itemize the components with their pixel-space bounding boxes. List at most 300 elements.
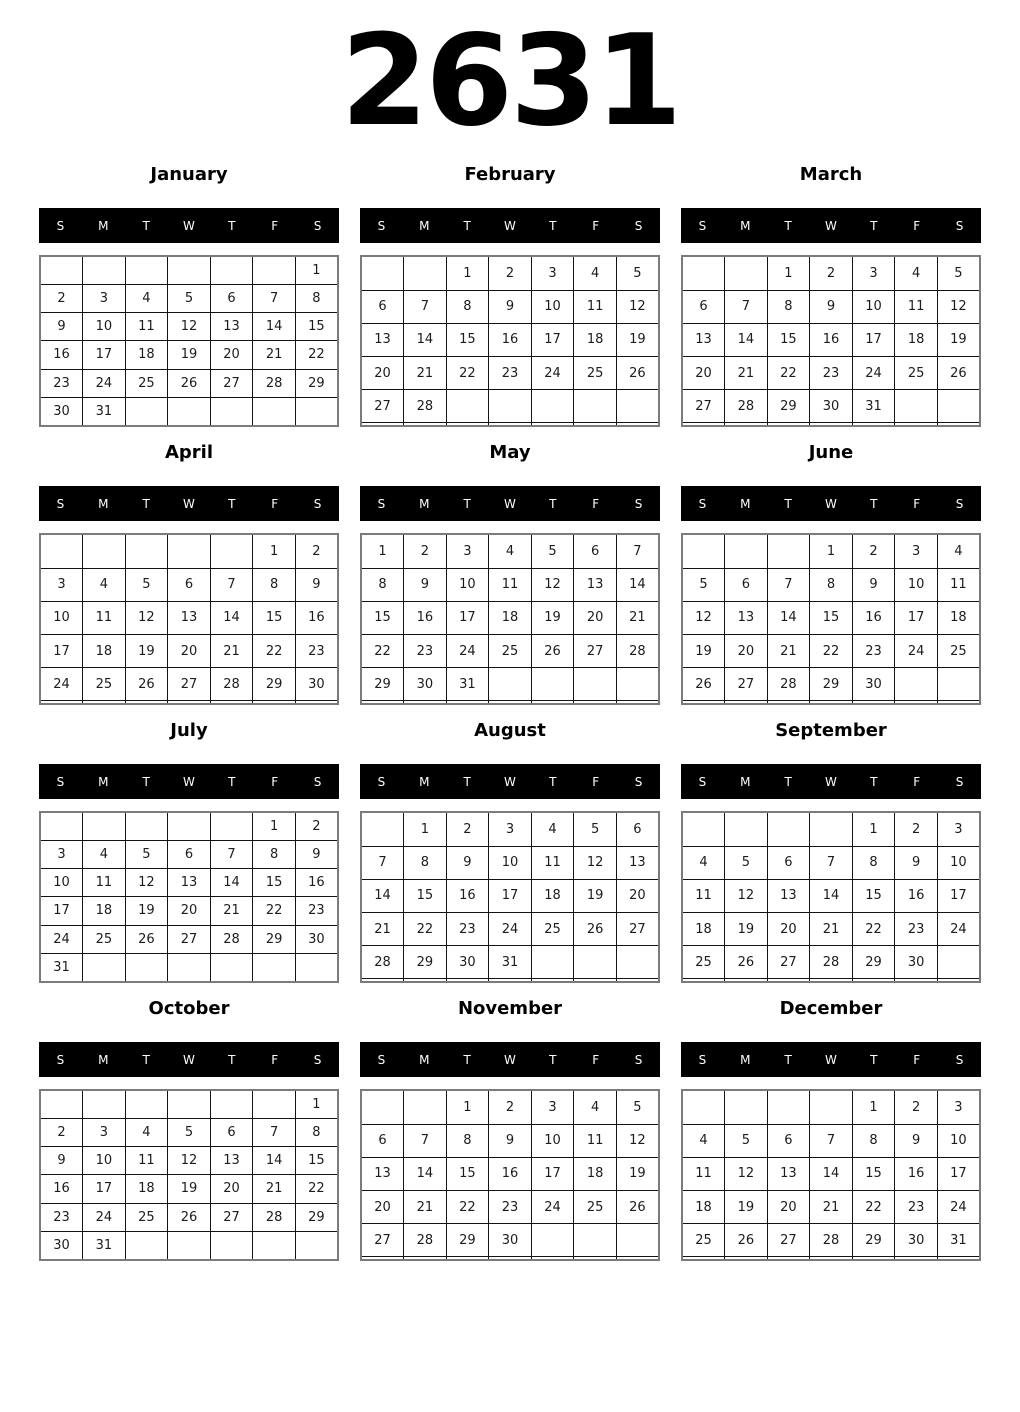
weekday-header [681, 486, 981, 521]
empty-day-cell [574, 1224, 617, 1257]
week-row [40, 285, 338, 313]
weekday-label: W [183, 774, 195, 789]
day-cell: 13 [574, 568, 617, 601]
day-cell: 5 [168, 285, 211, 313]
day-cell: 15 [361, 601, 404, 634]
empty-day-cell [895, 668, 938, 701]
day-cell: 30 [895, 946, 938, 979]
day-cell: 21 [767, 635, 810, 668]
empty-day-cell [937, 701, 980, 704]
day-cell: 23 [489, 1191, 532, 1224]
weekday-label: W [504, 218, 516, 233]
empty-day-cell [253, 397, 296, 426]
month-title: January [150, 164, 228, 185]
day-cell: 5 [682, 568, 725, 601]
day-cell: 9 [446, 846, 489, 879]
day-cell: 22 [253, 635, 296, 668]
week-row [361, 879, 659, 912]
empty-day-cell [531, 390, 574, 423]
day-cell: 30 [810, 390, 853, 423]
day-cell: 20 [616, 879, 659, 912]
day-cell: 9 [895, 1124, 938, 1157]
empty-day-cell [83, 256, 126, 285]
weekday-label: S [698, 774, 707, 789]
day-cell: 23 [895, 1191, 938, 1224]
empty-day-cell [210, 953, 253, 982]
day-cell: 22 [852, 913, 895, 946]
empty-day-cell [168, 397, 211, 426]
day-cell: 29 [767, 390, 810, 423]
weekday-label: F [913, 496, 921, 511]
weekday-header [39, 1042, 339, 1077]
day-cell: 17 [937, 879, 980, 912]
day-cell: 7 [810, 846, 853, 879]
day-cell: 14 [404, 323, 447, 356]
day-cell: 12 [125, 869, 168, 897]
day-cell: 25 [682, 946, 725, 979]
day-cell: 14 [810, 1157, 853, 1190]
empty-day-cell [210, 1231, 253, 1260]
day-cell: 14 [725, 323, 768, 356]
day-cell: 28 [404, 1224, 447, 1257]
day-cell: 9 [295, 568, 338, 601]
empty-day-cell [210, 397, 253, 426]
day-cell: 19 [125, 635, 168, 668]
week-row [682, 1157, 980, 1190]
week-row [40, 668, 338, 701]
weekday-label: M [419, 496, 430, 511]
empty-day-cell [125, 701, 168, 704]
day-cell: 2 [295, 812, 338, 841]
empty-day-cell [725, 812, 768, 846]
day-cell: 8 [852, 846, 895, 879]
day-cell: 16 [295, 601, 338, 634]
day-cell: 3 [83, 1119, 126, 1147]
day-cell: 6 [725, 568, 768, 601]
day-cell: 28 [616, 635, 659, 668]
day-cell: 29 [361, 668, 404, 701]
day-cell: 19 [125, 897, 168, 925]
day-cell: 12 [682, 601, 725, 634]
empty-day-cell [725, 534, 768, 568]
day-cell: 28 [210, 925, 253, 953]
day-cell: 26 [682, 668, 725, 701]
week-row [40, 812, 338, 841]
day-cell: 30 [852, 668, 895, 701]
week-row [40, 397, 338, 426]
empty-day-cell [361, 423, 404, 426]
empty-day-cell [810, 979, 853, 982]
month-days-table [681, 1089, 981, 1261]
day-cell: 24 [937, 913, 980, 946]
day-cell: 22 [295, 1175, 338, 1203]
day-cell: 15 [295, 313, 338, 341]
weekday-label: F [271, 1052, 279, 1067]
week-row [682, 1257, 980, 1260]
day-cell: 10 [531, 1124, 574, 1157]
month-days-table [681, 811, 981, 983]
weekday-label: S [634, 774, 643, 789]
weekday-label: T [228, 218, 236, 233]
empty-day-cell [168, 701, 211, 704]
day-cell: 17 [895, 601, 938, 634]
day-cell: 26 [168, 1203, 211, 1231]
day-cell: 7 [253, 1119, 296, 1147]
day-cell: 16 [810, 323, 853, 356]
empty-day-cell [682, 979, 725, 982]
day-cell: 14 [616, 568, 659, 601]
empty-day-cell [725, 256, 768, 290]
day-cell: 27 [210, 1203, 253, 1231]
day-cell: 17 [531, 323, 574, 356]
empty-day-cell [895, 390, 938, 423]
day-cell: 14 [361, 879, 404, 912]
day-cell: 22 [404, 913, 447, 946]
week-row [361, 1157, 659, 1190]
day-cell: 26 [125, 668, 168, 701]
empty-day-cell [725, 1257, 768, 1260]
weekday-label: S [377, 218, 386, 233]
day-cell: 15 [852, 879, 895, 912]
month-days-table [360, 533, 660, 705]
day-cell: 5 [531, 534, 574, 568]
day-cell: 7 [210, 841, 253, 869]
day-cell: 18 [937, 601, 980, 634]
day-cell: 15 [852, 1157, 895, 1190]
weekday-header [39, 208, 339, 243]
week-row [361, 423, 659, 426]
weekday-label: M [740, 218, 751, 233]
week-row [682, 290, 980, 323]
weekday-label: T [870, 1052, 878, 1067]
day-cell: 28 [810, 946, 853, 979]
day-cell: 4 [574, 256, 617, 290]
day-cell: 26 [616, 1191, 659, 1224]
day-cell: 8 [852, 1124, 895, 1157]
month-days-table [360, 811, 660, 983]
weekday-label: S [955, 774, 964, 789]
day-cell: 2 [895, 1090, 938, 1124]
day-cell: 23 [295, 897, 338, 925]
day-cell: 12 [616, 290, 659, 323]
weekday-label: T [549, 1052, 557, 1067]
empty-day-cell [40, 701, 83, 704]
empty-day-cell [574, 423, 617, 426]
day-cell: 12 [725, 1157, 768, 1190]
day-cell: 14 [810, 879, 853, 912]
empty-day-cell [253, 953, 296, 982]
day-cell: 25 [574, 357, 617, 390]
empty-day-cell [937, 1257, 980, 1260]
day-cell: 11 [574, 1124, 617, 1157]
weekday-label: S [634, 218, 643, 233]
weekday-label: T [142, 1052, 150, 1067]
empty-day-cell [253, 1090, 296, 1119]
weekday-label: T [142, 774, 150, 789]
empty-day-cell [937, 668, 980, 701]
day-cell: 24 [446, 635, 489, 668]
day-cell: 13 [725, 601, 768, 634]
day-cell: 8 [295, 285, 338, 313]
day-cell: 24 [852, 357, 895, 390]
week-row [361, 534, 659, 568]
day-cell: 21 [253, 1175, 296, 1203]
day-cell: 11 [83, 869, 126, 897]
weekday-label: T [784, 774, 792, 789]
day-cell: 19 [725, 913, 768, 946]
day-cell: 22 [852, 1191, 895, 1224]
day-cell: 5 [616, 1090, 659, 1124]
day-cell: 7 [253, 285, 296, 313]
empty-day-cell [361, 1090, 404, 1124]
day-cell: 26 [531, 635, 574, 668]
month-title: April [164, 442, 214, 463]
day-cell: 18 [531, 879, 574, 912]
month-title: February [464, 164, 556, 185]
month-days-table [681, 533, 981, 705]
week-row [361, 390, 659, 423]
weekday-label: S [698, 1052, 707, 1067]
day-cell: 9 [810, 290, 853, 323]
day-cell: 4 [83, 568, 126, 601]
month-days-table [681, 255, 981, 427]
day-cell: 4 [682, 1124, 725, 1157]
empty-day-cell [125, 953, 168, 982]
day-cell: 21 [210, 897, 253, 925]
day-cell: 19 [168, 1175, 211, 1203]
day-cell: 25 [682, 1224, 725, 1257]
day-cell: 11 [489, 568, 532, 601]
weekday-label: F [271, 774, 279, 789]
day-cell: 20 [210, 341, 253, 369]
weekday-label: W [183, 1052, 195, 1067]
weekday-label: T [463, 774, 471, 789]
day-cell: 13 [361, 323, 404, 356]
weekday-label: W [183, 496, 195, 511]
day-cell: 6 [361, 1124, 404, 1157]
week-row [682, 1090, 980, 1124]
day-cell: 26 [125, 925, 168, 953]
day-cell: 29 [295, 369, 338, 397]
empty-day-cell [937, 946, 980, 979]
day-cell: 24 [937, 1191, 980, 1224]
day-cell: 17 [446, 601, 489, 634]
empty-day-cell [574, 1257, 617, 1260]
week-row [361, 256, 659, 290]
day-cell: 13 [616, 846, 659, 879]
day-cell: 19 [531, 601, 574, 634]
day-cell: 14 [210, 869, 253, 897]
weekday-label: W [825, 218, 837, 233]
day-cell: 11 [895, 290, 938, 323]
week-row [40, 1119, 338, 1147]
day-cell: 1 [810, 534, 853, 568]
month-april [39, 442, 339, 705]
empty-day-cell [446, 423, 489, 426]
week-row [361, 668, 659, 701]
day-cell: 24 [531, 1191, 574, 1224]
weekday-label: F [592, 1052, 600, 1067]
empty-day-cell [446, 701, 489, 704]
weekday-label: T [142, 496, 150, 511]
empty-day-cell [852, 423, 895, 426]
day-cell: 22 [361, 635, 404, 668]
week-row [361, 913, 659, 946]
day-cell: 2 [295, 534, 338, 568]
day-cell: 20 [361, 357, 404, 390]
week-row [682, 1191, 980, 1224]
empty-day-cell [725, 423, 768, 426]
day-cell: 14 [253, 313, 296, 341]
day-cell: 3 [531, 256, 574, 290]
day-cell: 9 [852, 568, 895, 601]
empty-day-cell [574, 390, 617, 423]
day-cell: 30 [895, 1224, 938, 1257]
day-cell: 16 [489, 1157, 532, 1190]
empty-day-cell [168, 534, 211, 568]
weekday-label: F [913, 774, 921, 789]
weekday-header [360, 208, 660, 243]
month-title: October [148, 998, 230, 1019]
empty-day-cell [531, 1257, 574, 1260]
day-cell: 15 [446, 323, 489, 356]
day-cell: 3 [937, 1090, 980, 1124]
month-march [681, 164, 981, 427]
empty-day-cell [682, 701, 725, 704]
day-cell: 21 [361, 913, 404, 946]
empty-day-cell [446, 1257, 489, 1260]
empty-day-cell [125, 256, 168, 285]
day-cell: 31 [489, 946, 532, 979]
weekday-label: T [463, 218, 471, 233]
day-cell: 1 [253, 534, 296, 568]
weekday-label: S [955, 218, 964, 233]
empty-day-cell [489, 979, 532, 982]
week-row [682, 534, 980, 568]
day-cell: 31 [852, 390, 895, 423]
empty-day-cell [295, 1231, 338, 1260]
day-cell: 11 [531, 846, 574, 879]
empty-day-cell [852, 979, 895, 982]
empty-day-cell [531, 946, 574, 979]
empty-day-cell [295, 953, 338, 982]
week-row [361, 946, 659, 979]
weekday-header [39, 486, 339, 521]
empty-day-cell [489, 1257, 532, 1260]
weekday-label: M [419, 774, 430, 789]
day-cell: 28 [253, 369, 296, 397]
day-cell: 21 [725, 357, 768, 390]
day-cell: 17 [489, 879, 532, 912]
empty-day-cell [168, 1231, 211, 1260]
empty-day-cell [125, 1231, 168, 1260]
week-row [682, 256, 980, 290]
day-cell: 22 [253, 897, 296, 925]
empty-day-cell [83, 1090, 126, 1119]
day-cell: 31 [83, 397, 126, 426]
month-days-table [39, 1089, 339, 1261]
weekday-label: M [419, 218, 430, 233]
day-cell: 2 [895, 812, 938, 846]
day-cell: 23 [895, 913, 938, 946]
day-cell: 13 [210, 1147, 253, 1175]
day-cell: 12 [616, 1124, 659, 1157]
day-cell: 17 [40, 897, 83, 925]
day-cell: 26 [937, 357, 980, 390]
day-cell: 27 [361, 390, 404, 423]
week-row [40, 1090, 338, 1119]
day-cell: 2 [40, 285, 83, 313]
day-cell: 9 [295, 841, 338, 869]
day-cell: 26 [725, 1224, 768, 1257]
empty-day-cell [767, 423, 810, 426]
day-cell: 12 [168, 313, 211, 341]
day-cell: 9 [489, 1124, 532, 1157]
day-cell: 17 [937, 1157, 980, 1190]
month-august [360, 720, 660, 983]
week-row [40, 701, 338, 704]
day-cell: 12 [937, 290, 980, 323]
day-cell: 6 [574, 534, 617, 568]
empty-day-cell [682, 1090, 725, 1124]
day-cell: 23 [489, 357, 532, 390]
empty-day-cell [210, 534, 253, 568]
day-cell: 8 [253, 841, 296, 869]
day-cell: 27 [682, 390, 725, 423]
day-cell: 10 [937, 1124, 980, 1157]
empty-day-cell [574, 946, 617, 979]
empty-day-cell [83, 953, 126, 982]
day-cell: 27 [725, 668, 768, 701]
day-cell: 5 [125, 568, 168, 601]
week-row [361, 812, 659, 846]
day-cell: 13 [682, 323, 725, 356]
day-cell: 19 [616, 1157, 659, 1190]
empty-day-cell [168, 1090, 211, 1119]
day-cell: 25 [125, 1203, 168, 1231]
day-cell: 14 [404, 1157, 447, 1190]
day-cell: 27 [767, 1224, 810, 1257]
empty-day-cell [404, 256, 447, 290]
week-row [682, 879, 980, 912]
weekday-header [681, 764, 981, 799]
weekday-label: S [634, 496, 643, 511]
day-cell: 2 [404, 534, 447, 568]
month-title: March [799, 164, 863, 185]
day-cell: 1 [295, 256, 338, 285]
day-cell: 14 [767, 601, 810, 634]
day-cell: 20 [725, 635, 768, 668]
day-cell: 1 [852, 1090, 895, 1124]
day-cell: 28 [725, 390, 768, 423]
weekday-label: T [142, 218, 150, 233]
day-cell: 31 [937, 1224, 980, 1257]
day-cell: 7 [725, 290, 768, 323]
month-title: June [808, 442, 854, 463]
week-row [682, 913, 980, 946]
day-cell: 1 [767, 256, 810, 290]
day-cell: 6 [767, 846, 810, 879]
empty-day-cell [616, 1257, 659, 1260]
day-cell: 9 [40, 313, 83, 341]
day-cell: 4 [125, 1119, 168, 1147]
day-cell: 18 [682, 1191, 725, 1224]
week-row [361, 568, 659, 601]
day-cell: 29 [295, 1203, 338, 1231]
empty-day-cell [616, 668, 659, 701]
day-cell: 4 [574, 1090, 617, 1124]
day-cell: 12 [168, 1147, 211, 1175]
